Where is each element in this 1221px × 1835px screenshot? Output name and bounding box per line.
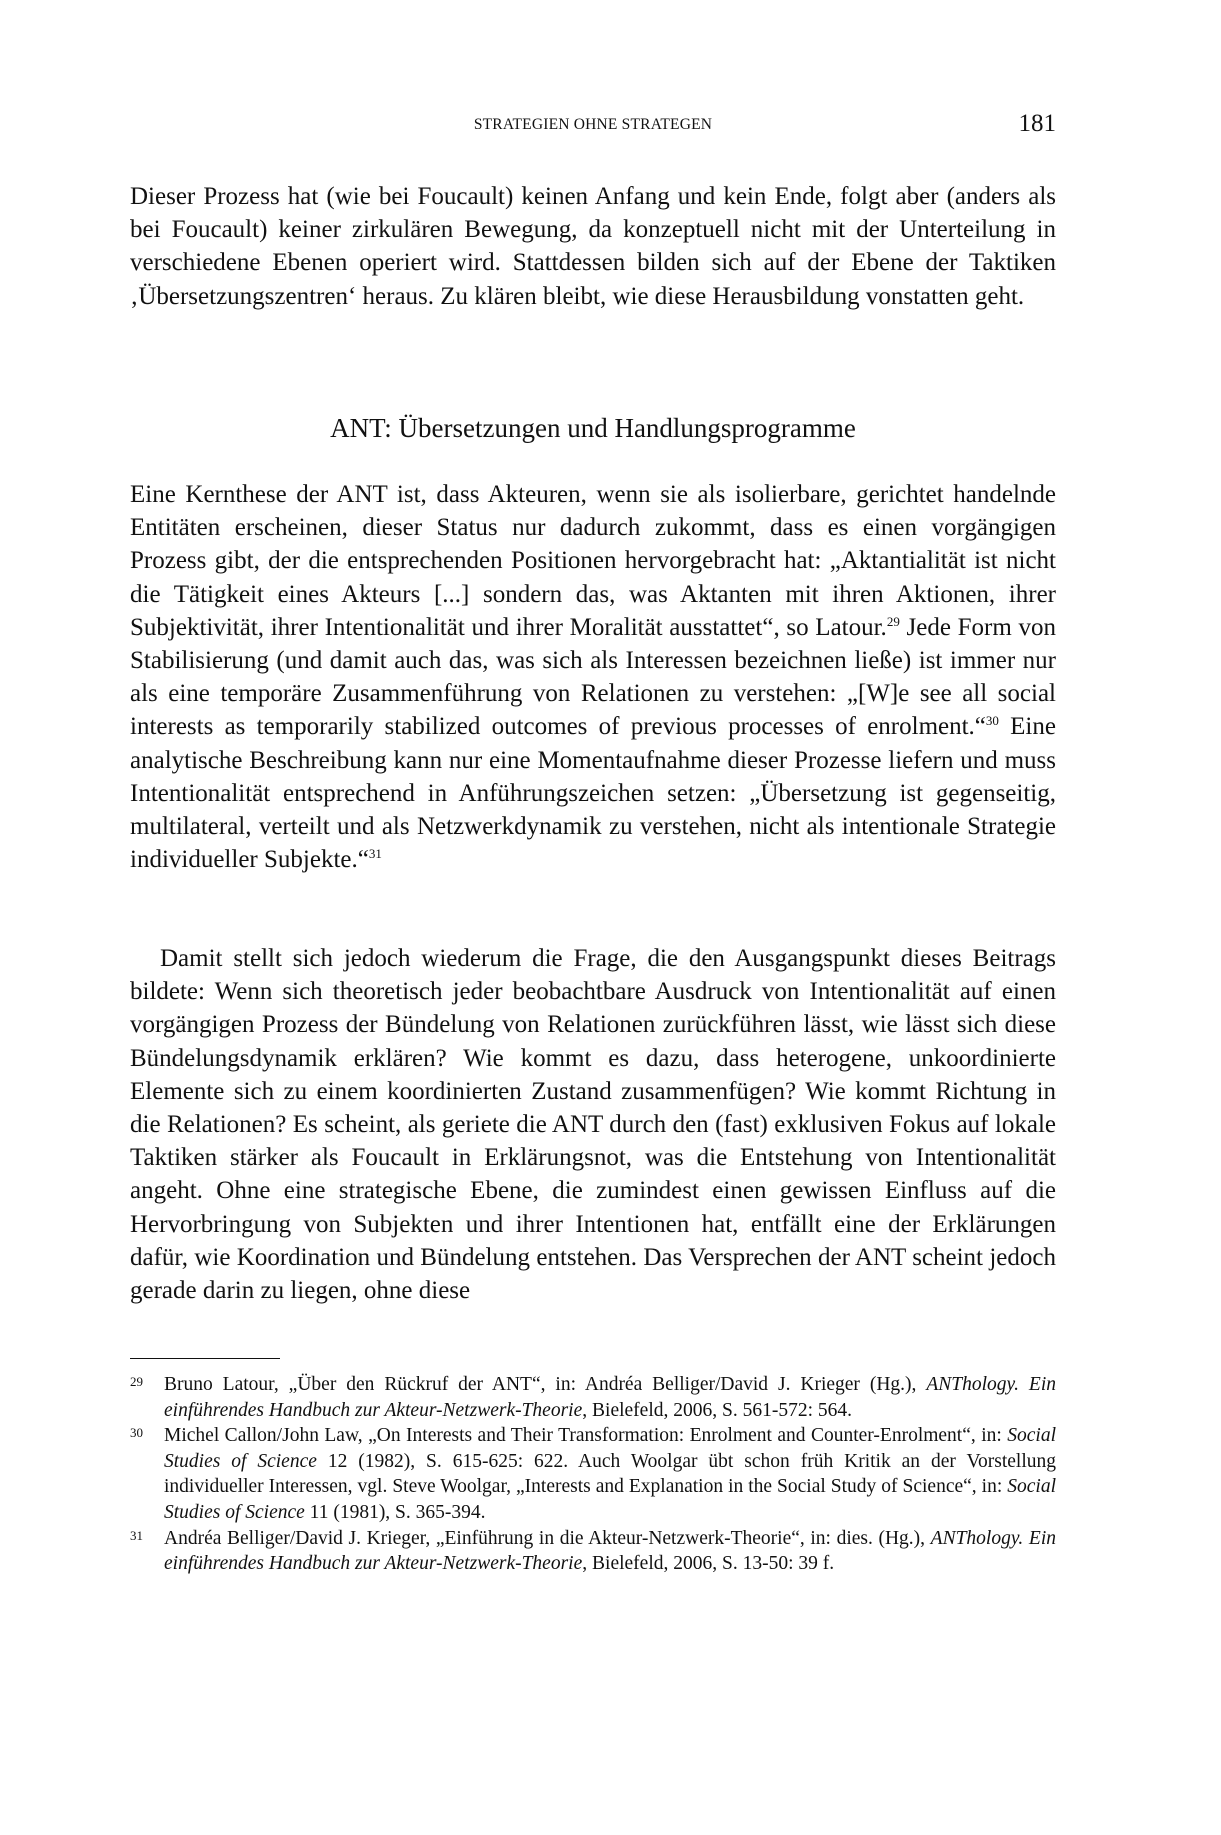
footnote-text: Michel Callon/John Law, „On Interests and Their Transformation: Enrolment and Counter-Enrolment“, in:	[164, 1425, 1008, 1447]
running-title: STRATEGIEN OHNE STRATEGEN	[473, 116, 713, 133]
footnote-31	[130, 1526, 1056, 1577]
paragraph-question	[130, 942, 1056, 1307]
footnote-text: , Bielefeld, 2006, S. 13-50: 39 f.	[582, 1553, 835, 1575]
footnote-number: 31	[130, 1527, 143, 1543]
section-heading: ANT: Übersetzungen und Handlungsprogramme	[330, 413, 856, 443]
paragraph-intro	[130, 180, 1056, 313]
footnote-ref-30[interactable]: 30	[985, 713, 999, 729]
paragraph-text-part: Eine analytische Beschreibung kann nur eine Momentaufnahme dieser Prozesse liefern und muss Intentionalität entsprechend in Anführungszeichen setzen: „Übersetzung ist gegenseitig, multilateral, verteilt und als Netzwerkdynamik zu verstehen, nicht als intentionale Strategie individueller Subjekte.“	[130, 713, 1056, 874]
footnote-text: 11 (1981), S. 365-394.	[304, 1501, 486, 1523]
paragraph-text-part: Jede Form von Stabilisierung (und damit auch das, was sich als Interessen bezeichnen ließe) ist immer nur als eine temporäre Zusammenführung von Relationen zu verstehen: „[W]e see all social interests as temporarily stabilized outcomes of previous processes of enrolment.“	[130, 613, 1056, 741]
paragraph-text-part: Eine Kernthese der ANT ist, dass Akteuren, wenn sie als isolierbare, gerichtet handelnde Entitäten erscheinen, dieser Status nur dadurch zukommt, dass es einen vorgängigen Prozess gibt, der die entsprechenden Positionen hervorgebracht hat: „Aktantialität ist nicht die Tätigkeit eines Akteurs [...] sondern das, was Aktanten mit ihren Aktionen, ihrer Subjektivität, ihrer Intentionalität und ihrer Moralität ausstattet“, so Latour.	[130, 481, 1056, 641]
page-number: 181	[1018, 110, 1056, 137]
footnote-journal: Social Studies of Science	[164, 1476, 1056, 1523]
footnote-text: Bruno Latour, „Über den Rückruf der ANT“, in: Andréa Belliger/David J. Krieger (Hg.),	[164, 1374, 927, 1395]
running-header	[130, 110, 1056, 140]
footnote-ref-31[interactable]: 31	[368, 846, 382, 862]
footnote-journal: Social Studies of Science	[164, 1425, 1056, 1472]
footnote-text: Andréa Belliger/David J. Krieger, „Einführung in die Akteur-Netzwerk-Theorie“, in: dies. (Hg.),	[164, 1527, 931, 1549]
footnote-text: , Bielefeld, 2006, S. 561-572: 564.	[582, 1399, 852, 1421]
paragraph-question-text: Damit stellt sich jedoch wiederum die Frage, die den Ausgangspunkt dieses Beitrags bildete: Wenn sich theoretisch jeder beobachtbare Ausdruck von Intentionalität auf einen vorgängigen Prozess der Bündelung von Relationen zurückführen lässt, wie lässt sich diese Bündelungsdynamik erklären? Wie kommt es dazu, dass heterogene, unkoordinierte Elemente sich zu einem koordinierten Zustand zusammenfügen? Wie kommt Richtung in die Relationen? Es scheint, als geriete die ANT durch den (fast) exklusiven Fokus auf lokale Taktiken stärker als Foucault in Erklärungsnot, was die Entstehung von Intentionalität angeht. Ohne eine strategische Ebene, die zumindest einen gewissen Einfluss auf die Hervorbringung von Subjekten und ihrer Intentionen hat, entfällt eine der Erklärungen dafür, wie Koordination und Bündelung entstehen. Das Versprechen der ANT scheint jedoch gerade darin zu liegen, ohne diese	[130, 945, 1056, 1305]
footnote-title: ANThology. Ein einführendes Handbuch zur Akteur-Netzwerk-Theorie	[164, 1527, 1057, 1575]
paragraph-ant-thesis	[130, 478, 1056, 876]
footnote-divider	[130, 1358, 280, 1359]
footnote-number: 29	[130, 1374, 143, 1389]
footnote-30	[130, 1423, 1056, 1525]
paragraph-intro-text: Dieser Prozess hat (wie bei Foucault) keinen Anfang und kein Ende, folgt aber (anders als bei Foucault) keiner zirkulären Bewegung, da konzeptuell nicht mit der Unterteilung in verschiedene Ebenen operiert wird. Stattdessen bilden sich auf der Ebene der Taktiken ‚Übersetzungszentren‘ heraus. Zu klären bleibt, wie diese Herausbildung vonstatten geht.	[130, 183, 1056, 310]
footnote-29	[130, 1372, 1056, 1423]
footnote-title: ANThology. Ein einführendes Handbuch zur Akteur-Netzwerk-Theorie	[164, 1374, 1056, 1421]
footnote-text: 12 (1982), S. 615-625: 622. Auch Woolgar übt schon früh Kritik an der Vorstellung individueller Interessen, vgl. Steve Woolgar, „Interests and Explanation in the Social Study of Science“, in:	[164, 1450, 1056, 1498]
footnotes	[130, 1372, 1056, 1577]
footnote-number: 30	[130, 1425, 143, 1441]
footnote-ref-29[interactable]: 29	[886, 613, 900, 629]
